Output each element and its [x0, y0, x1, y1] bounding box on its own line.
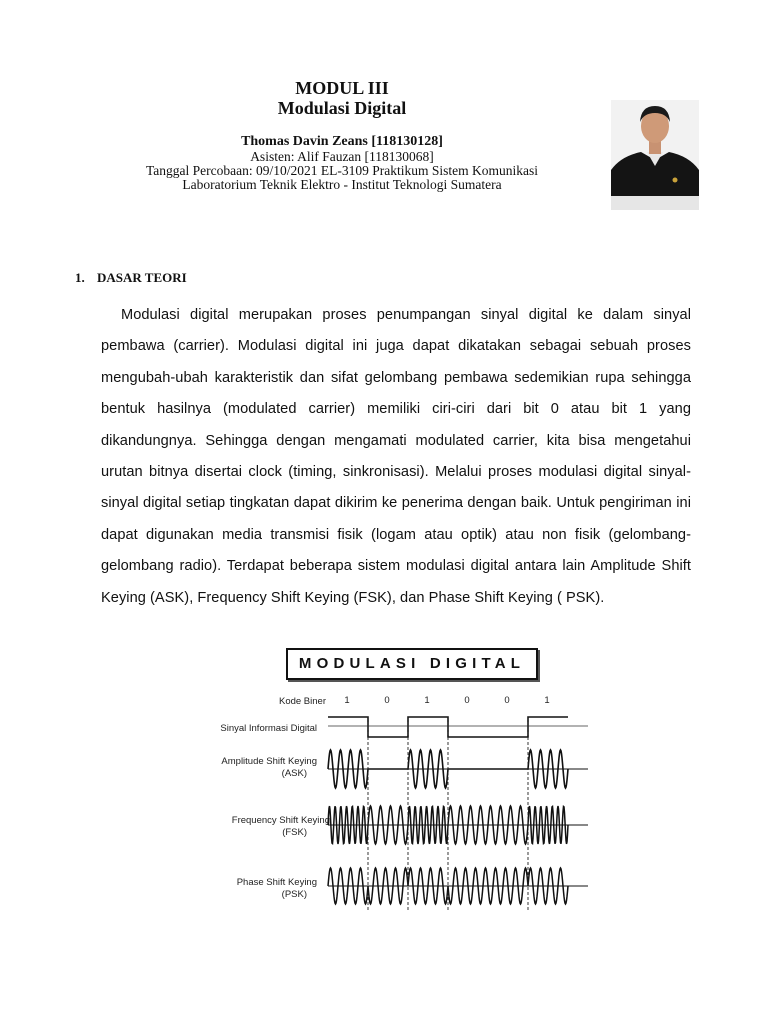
bit-label: 1 — [544, 695, 550, 706]
label-ask: Amplitude Shift Keying — [221, 756, 317, 767]
label-psk-abbr: (PSK) — [281, 889, 307, 900]
author-photo — [611, 100, 699, 210]
section-title: DASAR TEORI — [97, 270, 187, 285]
section-heading — [75, 270, 187, 286]
assistant-line: Asisten: Alif Fauzan [118130068] — [250, 149, 434, 164]
author-name: Thomas Davin Zeans [118130128] — [241, 134, 443, 149]
bit-label: 1 — [344, 695, 350, 706]
body-paragraph: Modulasi digital merupakan proses penumpangan sinyal digital ke dalam sinyal pembawa (carrier). Modulasi digital ini juga dapat dikatakan sebagai sebuah proses mengubah-ubah karakteristik dan sifat gelombang pembawa sedemikian rupa sehingga bentuk hasilnya (modulated carrier) memiliki ciri-ciri dari bit 0 atau bit 1 yang dikandungnya. Sehingga dengan mengamati modulated carrier, kita bisa mengetahui urutan bitnya disertai clock (timing, sinkronisasi). Melalui proses modulasi digital sinyal-sinyal digital setiap tingkatan dapat dikirim ke penerima dengan baik. Untuk pengiriman ini dapat digunakan media transmisi fisik (logam atau optik) atau non fisik (gelombang-gelombang radio). Terdapat beberapa sistem modulasi digital antara lain Amplitude Shift Keying (ASK), Frequency Shift Keying (FSK), dan Phase Shift Keying ( PSK). — [101, 307, 691, 606]
label-sinyal-informasi: Sinyal Informasi Digital — [220, 723, 317, 734]
bit-label: 0 — [464, 695, 470, 706]
date-line: Tanggal Percobaan: 09/10/2021 EL-3109 Praktikum Sistem Komunikasi — [145, 163, 538, 178]
label-ask-abbr: (ASK) — [281, 768, 307, 779]
label-fsk-abbr: (FSK) — [282, 827, 307, 838]
module-subtitle: Modulasi Digital — [277, 98, 407, 118]
bit-label: 1 — [424, 695, 430, 706]
bit-label: 0 — [384, 695, 390, 706]
label-psk: Phase Shift Keying — [236, 877, 317, 888]
paper-header — [100, 78, 584, 192]
modulation-diagram — [195, 688, 595, 918]
bit-label: 0 — [504, 695, 510, 706]
label-kode-biner: Kode Biner — [278, 696, 326, 707]
module-title: MODUL III — [295, 78, 389, 98]
label-fsk: Frequency Shift Keying — [231, 815, 330, 826]
bit-labels — [344, 695, 549, 706]
figure-title: MODULASI DIGITAL — [286, 648, 538, 680]
section-number: 1. — [75, 270, 85, 285]
lab-line: Laboratorium Teknik Elektro - Institut Teknologi Sumatera — [182, 177, 502, 192]
